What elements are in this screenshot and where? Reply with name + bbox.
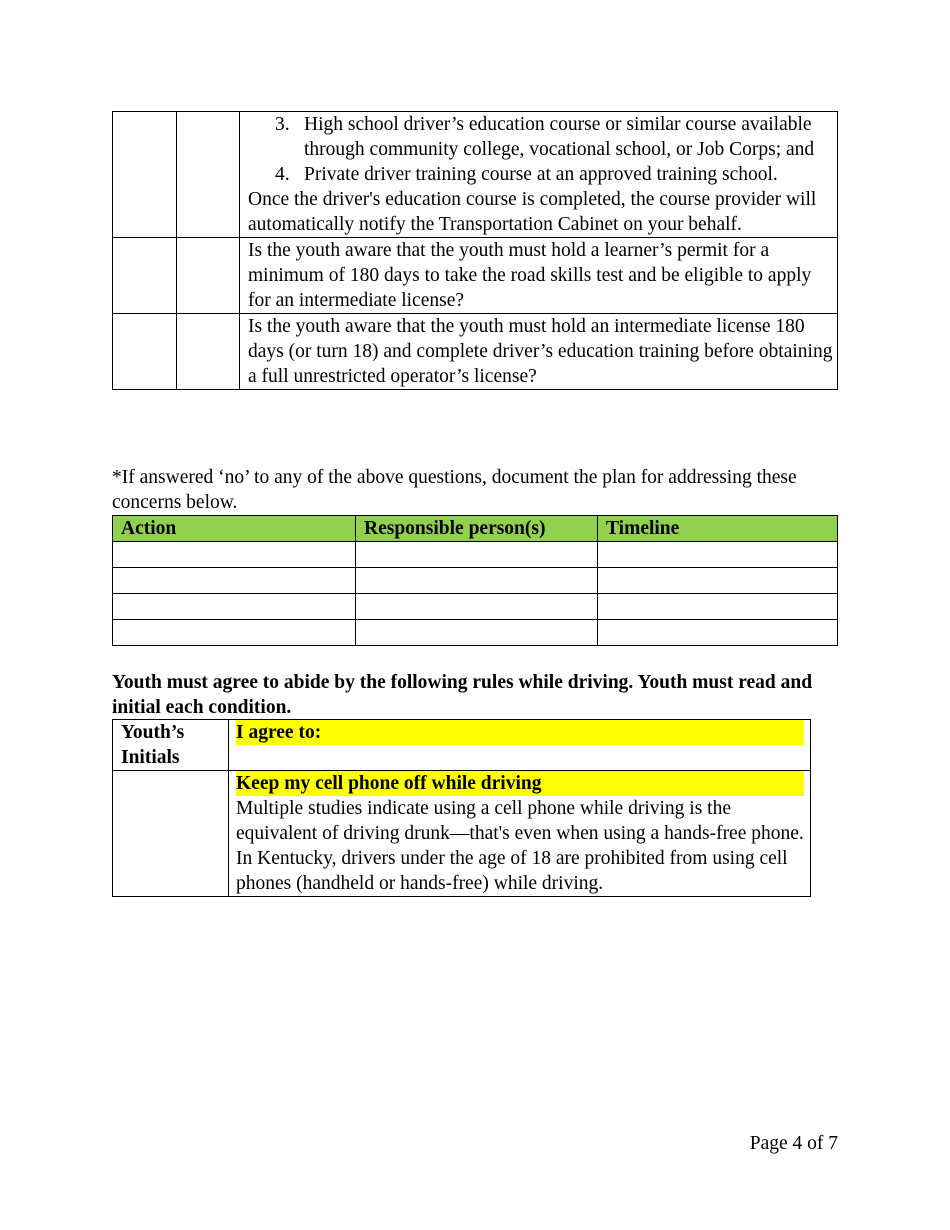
agree-header-cell — [229, 720, 811, 771]
column-header-responsible: Responsible person(s) — [356, 516, 598, 542]
rule-text-1: Multiple studies indicate using a cell phone while driving is the equivalent of driving drunk—that's even when using a hands-free phone. — [236, 798, 804, 844]
answer-cell-yes[interactable] — [113, 238, 177, 314]
responsible-cell[interactable] — [356, 542, 598, 568]
answer-cell-yes[interactable] — [113, 314, 177, 390]
list-item — [248, 112, 833, 162]
action-plan-table — [112, 515, 838, 646]
timeline-cell[interactable] — [598, 594, 838, 620]
column-header-timeline: Timeline — [598, 516, 838, 542]
agreement-table — [112, 719, 811, 897]
timeline-cell[interactable] — [598, 542, 838, 568]
responsible-cell[interactable] — [356, 594, 598, 620]
table-row — [113, 238, 838, 314]
timeline-cell[interactable] — [598, 620, 838, 646]
list-text: High school driver’s education course or similar course available through community college, vocational school, or Job Corps; and — [304, 114, 815, 160]
responsible-cell[interactable] — [356, 568, 598, 594]
agree-header: I agree to: — [236, 720, 804, 745]
action-cell[interactable] — [113, 594, 356, 620]
answer-cell-yes[interactable] — [113, 112, 177, 238]
table-row — [113, 620, 838, 646]
question-cell — [240, 112, 838, 238]
table-header-row — [113, 720, 811, 771]
rule-cell — [229, 771, 811, 897]
responsible-cell[interactable] — [356, 620, 598, 646]
list-number: 3. — [275, 114, 290, 135]
table-row — [113, 314, 838, 390]
table-row — [113, 542, 838, 568]
action-cell[interactable] — [113, 542, 356, 568]
answer-cell-no[interactable] — [177, 112, 240, 238]
rule-text-2: In Kentucky, drivers under the age of 18 are prohibited from using cell phones (handheld or hands-free) while driving. — [236, 848, 788, 894]
table-header-row — [113, 516, 838, 542]
drivers-education-table — [112, 111, 838, 390]
rule-title: Keep my cell phone off while driving — [236, 771, 804, 796]
table-row — [113, 594, 838, 620]
timeline-cell[interactable] — [598, 568, 838, 594]
table-row — [113, 771, 811, 897]
column-header-action: Action — [113, 516, 356, 542]
list-item — [248, 162, 833, 187]
initials-cell[interactable] — [113, 771, 229, 897]
table-row — [113, 568, 838, 594]
plan-note: *If answered ‘no’ to any of the above questions, document the plan for addressing these concerns below. — [112, 467, 797, 513]
answer-cell-no[interactable] — [177, 314, 240, 390]
action-cell[interactable] — [113, 568, 356, 594]
completion-note: Once the driver's education course is completed, the course provider will automatically notify the Transportation Cabinet on your behalf. — [248, 189, 817, 235]
question-permit: Is the youth aware that the youth must hold a learner’s permit for a minimum of 180 days to take the road skills test and be eligible to apply for an intermediate license? — [240, 238, 838, 314]
answer-cell-no[interactable] — [177, 238, 240, 314]
table-row — [113, 112, 838, 238]
question-intermediate: Is the youth aware that the youth must hold an intermediate license 180 days (or turn 18) and complete driver’s education training before obtaining a full unrestricted operator’s license? — [240, 314, 838, 390]
page-number: Page 4 of 7 — [749, 1133, 838, 1154]
list-text: Private driver training course at an approved training school. — [304, 164, 778, 185]
initials-header: Youth’s Initials — [113, 720, 229, 771]
action-cell[interactable] — [113, 620, 356, 646]
list-number: 4. — [275, 164, 290, 185]
agreement-heading: Youth must agree to abide by the following rules while driving. Youth must read and initial each condition. — [112, 672, 813, 718]
